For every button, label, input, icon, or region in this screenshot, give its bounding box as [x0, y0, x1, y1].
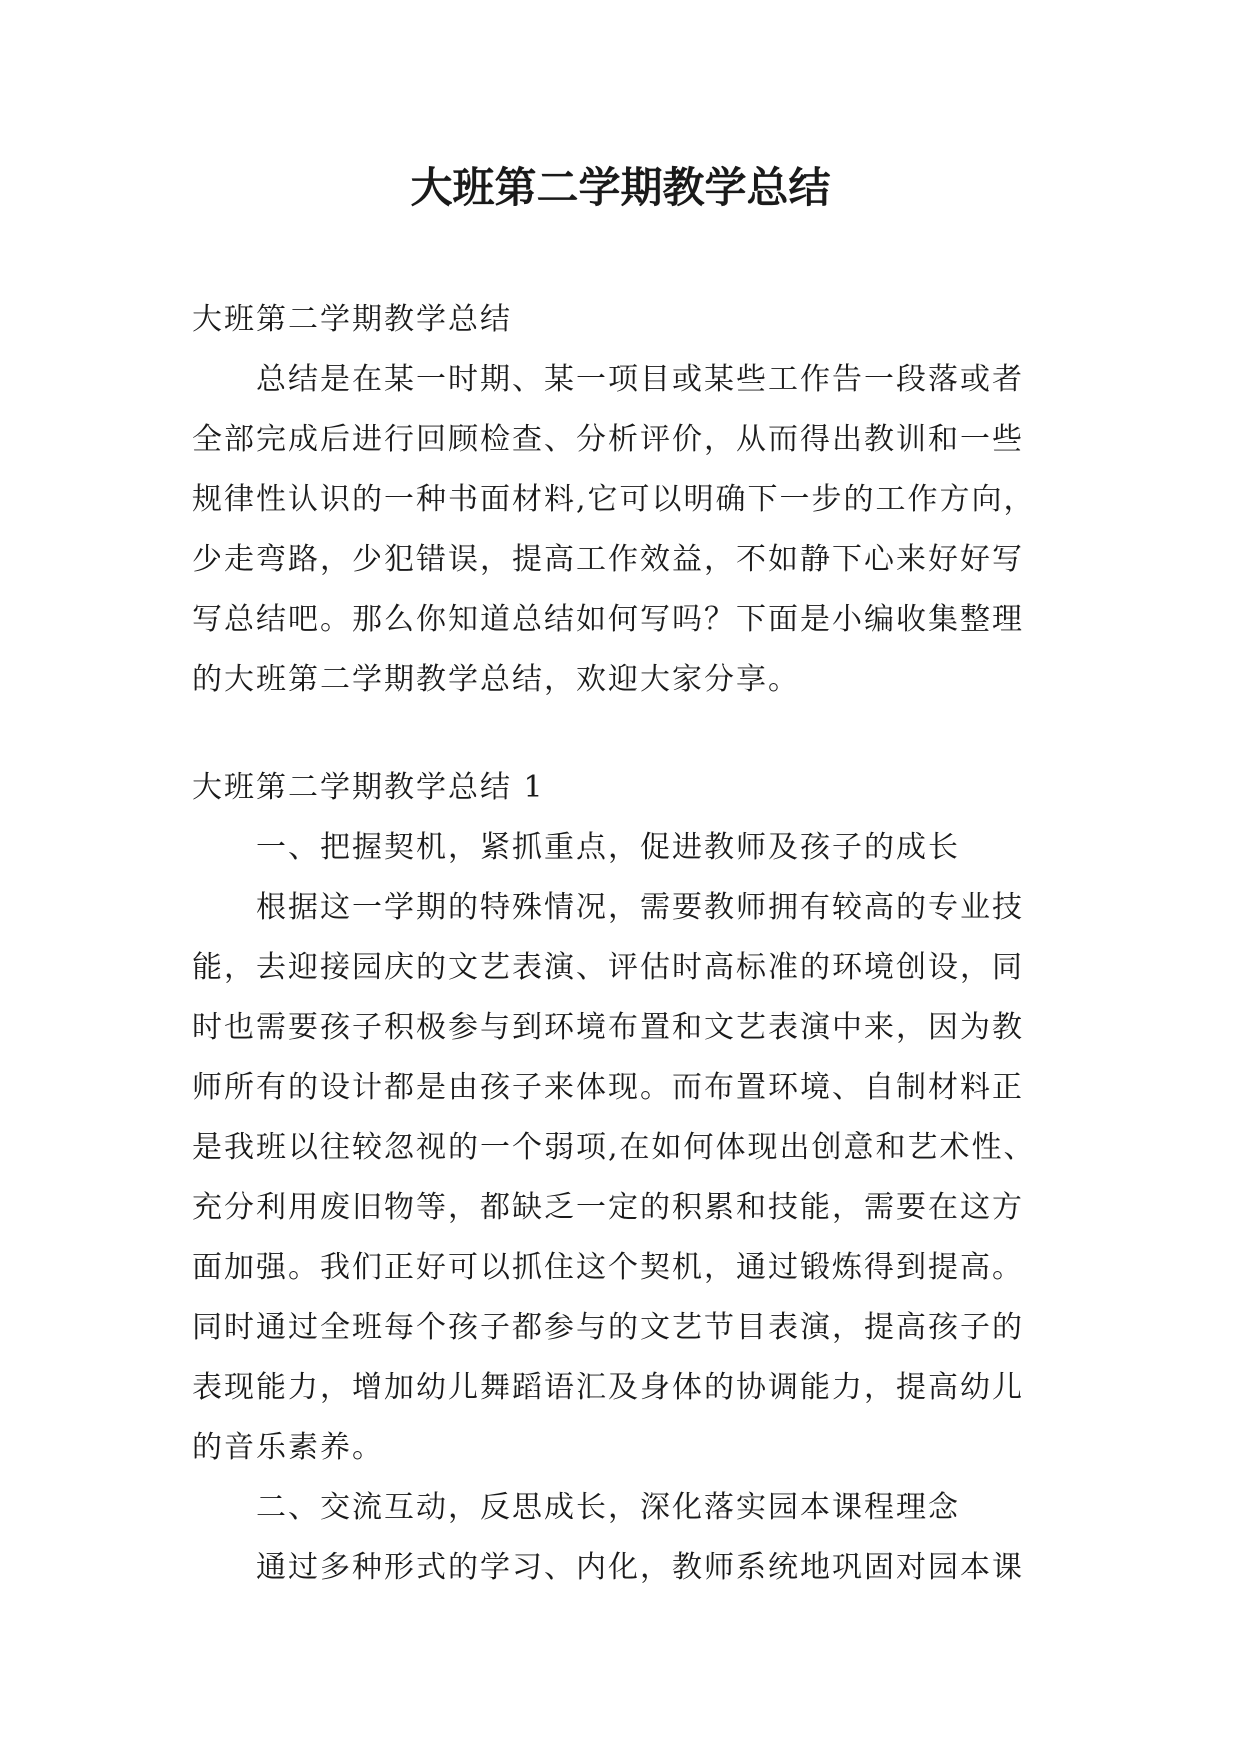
paragraph-line: 时也需要孩子积极参与到环境布置和文艺表演中来，因为教: [192, 1010, 1024, 1045]
document-body: [192, 290, 1052, 1598]
paragraph-line: 的大班第二学期教学总结，欢迎大家分享。: [192, 662, 800, 697]
subheading-line: 二、交流互动，反思成长，深化落实园本课程理念: [256, 1490, 960, 1525]
section-heading: 大班第二学期教学总结: [192, 302, 512, 337]
section-heading: 大班第二学期教学总结 1: [192, 770, 545, 805]
paragraph-line: 同时通过全班每个孩子都参与的文艺节目表演，提高孩子的: [192, 1310, 1024, 1345]
paragraph-line: 是我班以往较忽视的一个弱项,在如何体现出创意和艺术性、: [192, 1130, 1036, 1165]
paragraph-line: 的音乐素养。: [192, 1430, 384, 1465]
paragraph-line: 充分利用废旧物等，都缺乏一定的积累和技能，需要在这方: [192, 1190, 1024, 1225]
paragraph-line: 全部完成后进行回顾检查、分析评价，从而得出教训和一些: [192, 422, 1024, 457]
paragraph-line: 少走弯路，少犯错误，提高工作效益，不如静下心来好好写: [192, 542, 1024, 577]
subheading-line: 一、把握契机，紧抓重点，促进教师及孩子的成长: [256, 830, 960, 865]
paragraph-line: 面加强。我们正好可以抓住这个契机，通过锻炼得到提高。: [192, 1250, 1024, 1285]
paragraph-line: 师所有的设计都是由孩子来体现。而布置环境、自制材料正: [192, 1070, 1024, 1105]
paragraph-gap: [192, 710, 1052, 758]
document-title: 大班第二学期教学总结: [410, 163, 831, 212]
paragraph-line: 规律性认识的一种书面材料,它可以明确下一步的工作方向，: [192, 482, 1036, 517]
paragraph-line: 根据这一学期的特殊情况，需要教师拥有较高的专业技: [256, 890, 1024, 925]
paragraph-line: 通过多种形式的学习、内化，教师系统地巩固对园本课: [256, 1550, 1024, 1585]
paragraph-line: 能，去迎接园庆的文艺表演、评估时高标准的环境创设，同: [192, 950, 1024, 985]
paragraph-line: 总结是在某一时期、某一项目或某些工作告一段落或者: [256, 362, 1024, 397]
paragraph-line: 表现能力，增加幼儿舞蹈语汇及身体的协调能力，提高幼儿: [192, 1370, 1024, 1405]
paragraph-line: 写总结吧。那么你知道总结如何写吗？下面是小编收集整理: [192, 602, 1024, 637]
